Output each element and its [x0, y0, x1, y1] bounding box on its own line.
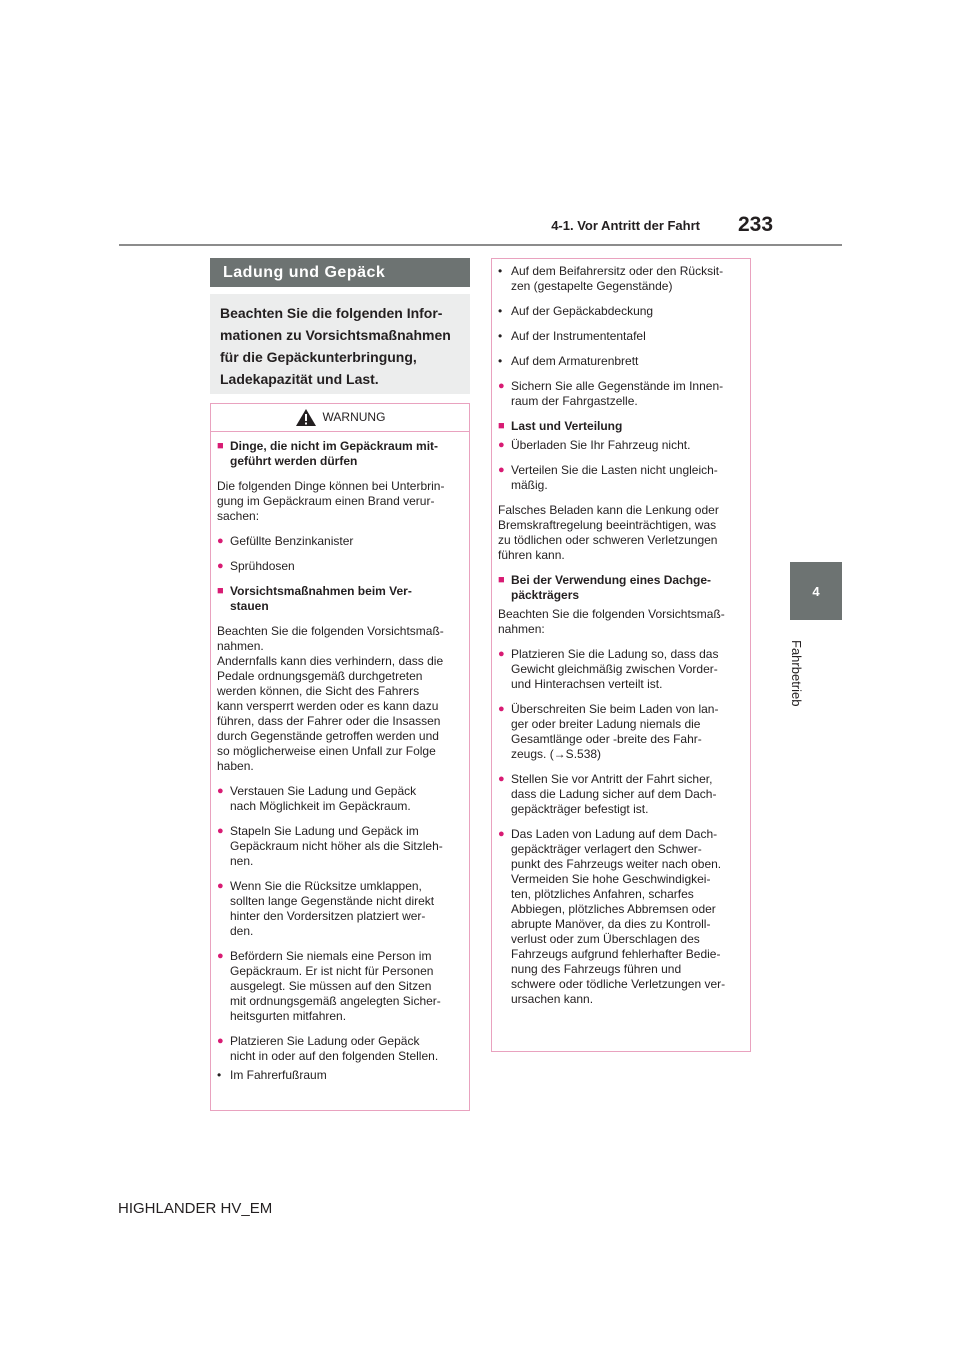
text-line: Auf dem Beifahrersitz oder den Rücksit- [511, 264, 724, 278]
text-line: Überladen Sie Ihr Fahrzeug nicht. [511, 438, 691, 452]
list-item [217, 1034, 463, 1064]
text-line: nen. [230, 854, 254, 868]
text-line: führen kann. [498, 548, 565, 562]
text-line: nung des Fahrzeugs führen und [511, 962, 682, 976]
paragraph [498, 607, 744, 637]
text-line: Gesamtlänge oder -breite des Fahr- [511, 732, 702, 746]
list-item [217, 824, 463, 869]
dot-bullet-icon: • [498, 329, 503, 343]
list-item [217, 879, 463, 939]
text-line: Auf dem Armaturenbrett [511, 354, 639, 368]
text-line: dass die Ladung sicher auf dem Dach- [511, 787, 717, 801]
footer-model: HIGHLANDER HV_EM [118, 1200, 273, 1217]
list-item [498, 438, 744, 453]
text-line: Überschreiten Sie beim Laden von lan- [511, 702, 719, 716]
text-line: Fahrzeugs aufgrund fehlerhafter Bedie- [511, 947, 721, 961]
text-line: Abbiegen, plötzliches Abbremsen oder [511, 902, 716, 916]
text-line: gepäckträger verlagert den Schwer- [511, 842, 702, 856]
circle-bullet-icon: ● [217, 950, 224, 962]
text-line: hinter den Vordersitzen platziert wer- [230, 909, 426, 923]
square-bullet-icon: ■ [498, 420, 505, 432]
list-item [217, 559, 463, 574]
text-line: kann versperrt werden oder es kann dazu [217, 699, 439, 713]
circle-bullet-icon: ● [217, 880, 224, 892]
intro-box [210, 294, 470, 394]
list-item [217, 534, 463, 549]
text-line: Vorsichtsmaßnahmen beim Ver- [230, 584, 412, 598]
list-item [498, 329, 744, 344]
page-number: 233 [738, 213, 774, 236]
warning-box-continued [491, 258, 751, 1052]
text-line: Befördern Sie niemals eine Person im [230, 949, 432, 963]
text-line: ger oder breiter Ladung niemals die [511, 717, 701, 731]
list-item [498, 827, 744, 1007]
text-line: Vermeiden Sie hohe Geschwindigkei- [511, 872, 711, 886]
circle-bullet-icon: ● [217, 825, 224, 837]
text-line: punkt des Fahrzeugs weiter nach oben. [511, 857, 722, 871]
circle-bullet-icon: ● [217, 535, 224, 547]
text-line: Last und Verteilung [511, 419, 623, 433]
text-line: Dinge, die nicht im Gepäckraum mit- [230, 439, 439, 453]
text-line: abrupte Manöver, da dies zu Kontroll- [511, 917, 711, 931]
dot-bullet-icon: • [498, 354, 503, 368]
list-item [498, 379, 744, 409]
text-line: Pedale ordnungsgemäß durchgetreten [217, 669, 423, 683]
text-line: nahmen. [217, 639, 264, 653]
text-line: ten, plötzliches Anfahren, scharfes [511, 887, 694, 901]
list-item [498, 772, 744, 817]
text-line: raum der Fahrgastzelle. [511, 394, 638, 408]
text-line: geführt werden dürfen [230, 454, 358, 468]
circle-bullet-icon: ● [498, 380, 505, 392]
list-item [217, 949, 463, 1024]
text-line: Beachten Sie die folgenden Vorsichtsmaß- [217, 624, 444, 638]
warning-box [210, 403, 470, 1111]
text-line: sachen: [217, 509, 260, 523]
list-item [217, 784, 463, 814]
header-rule [119, 244, 842, 246]
warning-divider [211, 431, 469, 432]
warning-triangle-icon [295, 408, 317, 427]
intro-line: für die Gepäckunterbringung, [220, 349, 417, 365]
subheading [498, 419, 744, 434]
text-line: Gepäckraum nicht höher als die Sitzleh- [230, 839, 443, 853]
text-line: zu tödlichen oder schweren Verletzungen [498, 533, 718, 547]
text-line: Platzieren Sie Ladung oder Gepäck [230, 1034, 420, 1048]
text-line: den. [230, 924, 254, 938]
list-item [498, 264, 744, 294]
list-item [498, 304, 744, 319]
list-item [498, 647, 744, 692]
warning-header [211, 404, 469, 431]
text-line: Bremskraftregelung beeinträchtigen, was [498, 518, 717, 532]
section-title: Ladung und Gepäck [210, 258, 470, 287]
circle-bullet-icon: ● [498, 773, 505, 785]
text-line: Platzieren Sie die Ladung so, dass das [511, 647, 719, 661]
list-item [498, 702, 744, 762]
text-line: Gefüllte Benzinkanister [230, 534, 354, 548]
text-line: Andernfalls kann dies verhindern, dass die [217, 654, 444, 668]
text-line: Sichern Sie alle Gegenstände im Innen- [511, 379, 724, 393]
text-line: durch Gegenstände getroffen werden und [217, 729, 439, 743]
text-line: Im Fahrerfußraum [230, 1068, 327, 1082]
list-item [498, 463, 744, 493]
text-line: mit ordnungsgemäß angelegten Sicher- [230, 994, 441, 1008]
text-line: Stellen Sie vor Antritt der Fahrt sicher, [511, 772, 713, 786]
text-line: Gewicht gleichmäßig zwischen Vorder- [511, 662, 718, 676]
chapter-label: Fahrbetrieb [789, 640, 804, 707]
square-bullet-icon: ■ [217, 585, 224, 597]
text-line: zen (gestapelte Gegenstände) [511, 279, 673, 293]
dot-bullet-icon: • [498, 304, 503, 318]
text-line: Stapeln Sie Ladung und Gepäck im [230, 824, 419, 838]
text-line: gepäckträger befestigt ist. [511, 802, 649, 816]
intro-line: Beachten Sie die folgenden Infor- [220, 305, 443, 321]
text-line: ausgelegt. Sie müssen auf den Sitzen [230, 979, 432, 993]
circle-bullet-icon: ● [498, 648, 505, 660]
text-line: Das Laden von Ladung auf dem Dach- [511, 827, 718, 841]
text-line: nach Möglichkeit im Gepäckraum. [230, 799, 411, 813]
dot-bullet-icon: • [217, 1068, 222, 1082]
list-item [498, 354, 744, 369]
circle-bullet-icon: ● [217, 560, 224, 572]
subheading [217, 584, 463, 614]
text-line: Sprühdosen [230, 559, 295, 573]
page-reference-link[interactable]: zeugs. (→S.538) [511, 747, 602, 761]
text-line: mäßig. [511, 478, 548, 492]
text-line: heitsgurten mitfahren. [230, 1009, 347, 1023]
text-line: verlust oder zum Überschlagen des [511, 932, 700, 946]
text-line: sollten lange Gegenstände nicht direkt [230, 894, 435, 908]
subheading [498, 573, 744, 603]
circle-bullet-icon: ● [217, 785, 224, 797]
text-line: werden können, die Sicht des Fahrers [217, 684, 420, 698]
section-header: 4-1. Vor Antritt der Fahrt [551, 218, 700, 233]
text-line: päckträgers [511, 588, 580, 602]
circle-bullet-icon: ● [498, 703, 505, 715]
intro-line: Ladekapazität und Last. [220, 371, 379, 387]
intro-line: mationen zu Vorsichtsmaßnahmen [220, 327, 451, 343]
text-line: Bei der Verwendung eines Dachge- [511, 573, 712, 587]
text-line: Wenn Sie die Rücksitze umklappen, [230, 879, 422, 893]
text-line: Falsches Beladen kann die Lenkung oder [498, 503, 719, 517]
square-bullet-icon: ■ [217, 440, 224, 452]
paragraph [217, 624, 463, 774]
circle-bullet-icon: ● [498, 828, 505, 840]
warning-label: WARNUNG [322, 410, 386, 424]
text-line: Verteilen Sie die Lasten nicht ungleich- [511, 463, 718, 477]
text-line: Die folgenden Dinge können bei Unterbrin- [217, 479, 445, 493]
circle-bullet-icon: ● [498, 439, 505, 451]
subheading [217, 439, 463, 469]
list-item [217, 1068, 463, 1083]
dot-bullet-icon: • [498, 264, 503, 278]
text-line: so möglicherweise einen Unfall zur Folge [217, 744, 436, 758]
paragraph [498, 503, 744, 563]
square-bullet-icon: ■ [498, 574, 505, 586]
text-line: haben. [217, 759, 254, 773]
text-line: Beachten Sie die folgenden Vorsichtsmaß- [498, 607, 725, 621]
text-line: Verstauen Sie Ladung und Gepäck [230, 784, 417, 798]
circle-bullet-icon: ● [498, 464, 505, 476]
circle-bullet-icon: ● [217, 1035, 224, 1047]
text-line: Auf der Instrumententafel [511, 329, 646, 343]
text-line: Gepäckraum. Er ist nicht für Personen [230, 964, 434, 978]
text-line: ursachen kann. [511, 992, 594, 1006]
text-line: führen, dass der Fahrer oder die Insassen [217, 714, 441, 728]
paragraph [217, 479, 463, 524]
text-line: Auf der Gepäckabdeckung [511, 304, 654, 318]
text-line: stauen [230, 599, 269, 613]
text-line: und Hinterachsen verteilt ist. [511, 677, 663, 691]
text-line: schwere oder tödliche Verletzungen ver- [511, 977, 726, 991]
text-line: gung im Gepäckraum einen Brand verur- [217, 494, 435, 508]
text-line: nahmen: [498, 622, 545, 636]
chapter-tab: 4 [790, 562, 842, 620]
text-line: nicht in oder auf den folgenden Stellen. [230, 1049, 439, 1063]
